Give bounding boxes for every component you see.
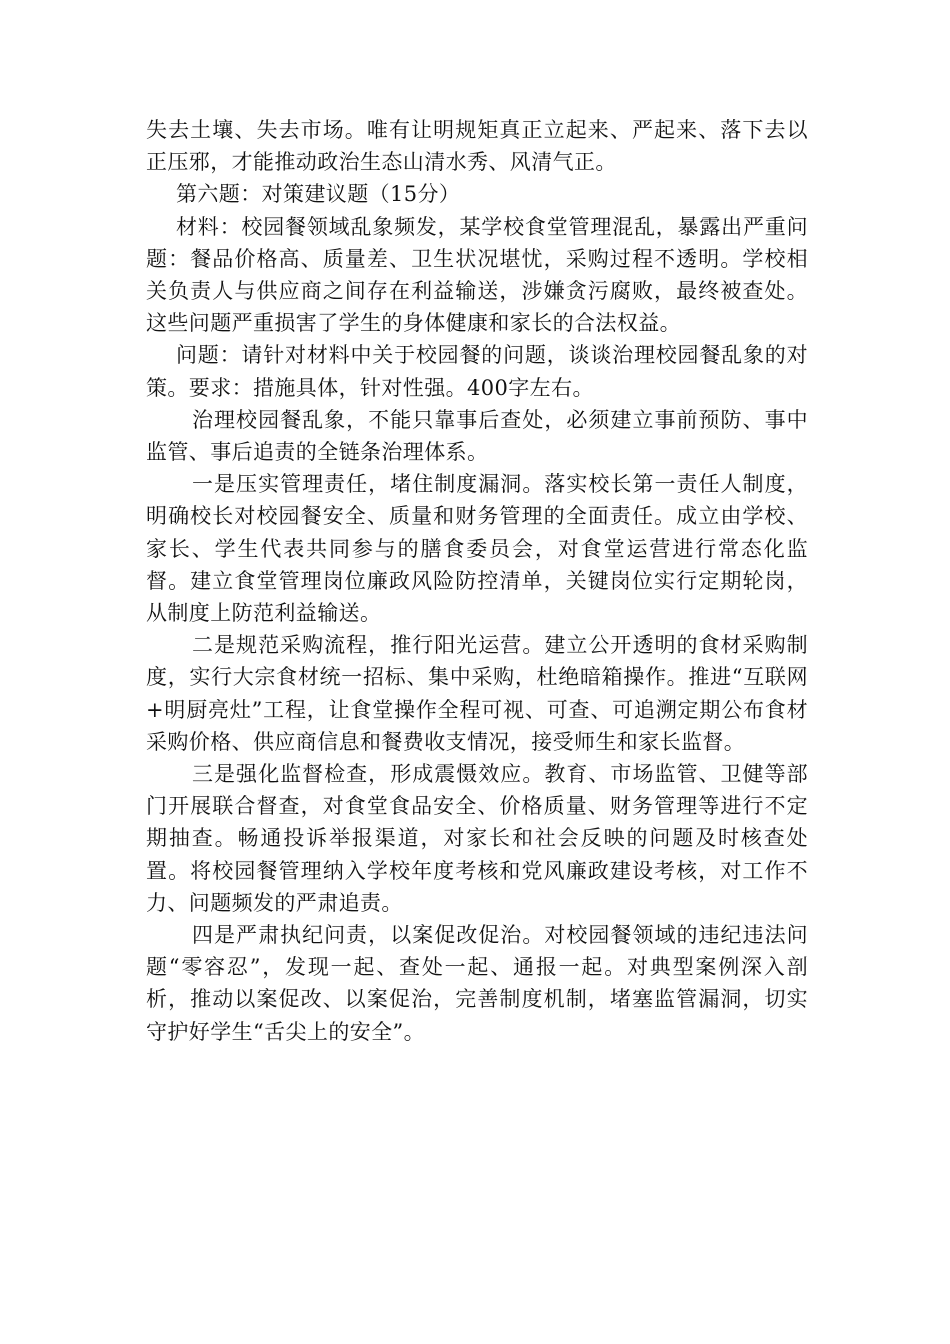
question-six-heading: 第六题：对策建议题（15分）: [176, 182, 461, 207]
measure-four-paragraph: 四是严肃执纪问责，以案促改促治。对校园餐领域的违纪违法问题“零容忍”，发现一起、查处一起、通报一起。对典型案例深入剖析，推动以案促改、以案促治，完善制度机制，堵塞监管漏洞，切实守护好学生“舌尖上的安全”。: [146, 923, 808, 1044]
document-body: [146, 114, 808, 1048]
measure-two-paragraph: 二是规范采购流程，推行阳光运营。建立公开透明的食材采购制度，实行大宗食材统一招标、集中采购，杜绝暗箱操作。推进“互联网+明厨亮灶”工程，让食堂操作全程可视、可查、可追溯定期公布食材采购价格、供应商信息和餐费收支情况，接受师生和家长监督。: [146, 633, 808, 754]
question-paragraph: 问题：请针对材料中关于校园餐的问题，谈谈治理校园餐乱象的对策。要求：措施具体，针对性强。400字左右。: [146, 343, 808, 400]
measure-three-paragraph: 三是强化监督检查，形成震慑效应。教育、市场监管、卫健等部门开展联合督查，对食堂食品安全、价格质量、财务管理等进行不定期抽查。畅通投诉举报渠道，对家长和社会反映的问题及时核查处置。将校园餐管理纳入学校年度考核和党风廉政建设考核，对工作不力、问题频发的严肃追责。: [146, 762, 808, 915]
answer-intro-paragraph: 治理校园餐乱象，不能只靠事后查处，必须建立事前预防、事中监管、事后追责的全链条治理体系。: [146, 407, 808, 465]
measure-one-paragraph: 一是压实管理责任，堵住制度漏洞。落实校长第一责任人制度，明确校长对校园餐安全、质量和财务管理的全面责任。成立由学校、家长、学生代表共同参与的膳食委员会，对食堂运营进行常态化监督。建立食堂管理岗位廉政风险防控清单，关键岗位实行定期轮岗，从制度上防范利益输送。: [146, 472, 808, 626]
material-paragraph: 材料：校园餐领域乱象频发，某学校食堂管理混乱，暴露出严重问题：餐品价格高、质量差、卫生状况堪忧，采购过程不透明。学校相关负责人与供应商之间存在利益输送，涉嫌贪污腐败，最终被查处。这些问题严重损害了学生的身体健康和家长的合法权益。: [146, 214, 808, 336]
paragraph-continued-text: 失去土壤、失去市场。唯有让明规矩真正立起来、严起来、落下去以正压邪，才能推动政治生态山清水秀、风清气正。: [146, 118, 808, 175]
